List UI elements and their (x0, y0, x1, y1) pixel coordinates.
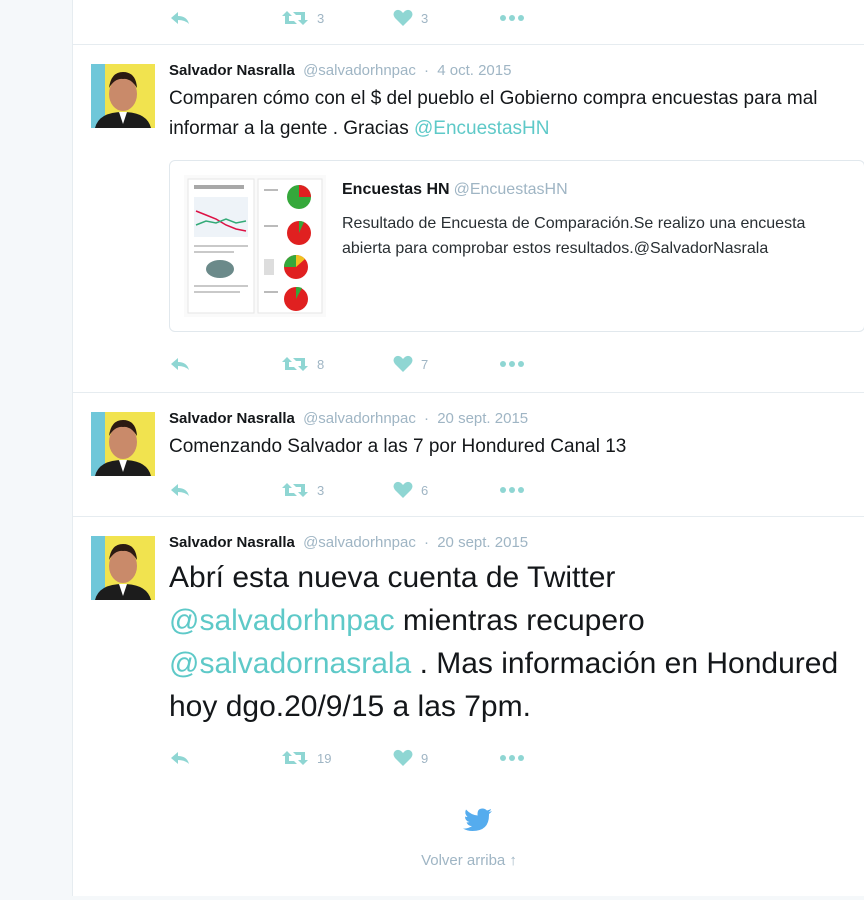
like-count: 9 (421, 750, 429, 766)
quote-text: Resultado de Encuesta de Comparación.Se realizo una encuesta abierta para comprobar estos resultados.@SalvadorNasrala (342, 215, 806, 257)
reply-icon (169, 356, 191, 372)
reply-button[interactable] (169, 8, 191, 28)
quoted-tweet[interactable] (169, 160, 864, 332)
more-icon (499, 486, 525, 494)
tweet-text-body: . Mas información en Hondured hoy dgo.20/9/15 a las 7pm. (169, 647, 839, 723)
tweet-text-body: mientras recupero (394, 604, 645, 637)
mention-link[interactable]: @salvadorhnpac (169, 604, 395, 637)
more-button[interactable] (499, 480, 525, 500)
like-button[interactable] (393, 8, 428, 28)
reply-button[interactable] (169, 748, 191, 768)
tweet-actions (169, 480, 569, 500)
tweet[interactable] (73, 392, 864, 517)
reply-button[interactable] (169, 480, 191, 500)
more-button[interactable] (499, 748, 525, 768)
heart-icon (393, 749, 413, 767)
tweet[interactable] (73, 516, 864, 789)
tweet-actions (169, 8, 569, 28)
more-button[interactable] (499, 8, 525, 28)
avatar[interactable] (91, 412, 155, 476)
separator-dot: · (424, 62, 430, 79)
more-icon (499, 14, 525, 22)
tweet-header (169, 534, 528, 551)
tweet-previous[interactable] (73, 0, 864, 45)
tweet-text (169, 556, 849, 728)
more-icon (499, 360, 525, 368)
tweet-actions (169, 354, 569, 374)
tweet-text: Comenzando Salvador a las 7 por Hondured Canal 13 (169, 436, 627, 457)
retweet-icon (281, 749, 309, 767)
mention-link[interactable]: @EncuestasHN (414, 118, 550, 139)
like-count: 6 (421, 482, 429, 498)
retweet-icon (281, 9, 309, 27)
reply-icon (169, 482, 191, 498)
retweet-button[interactable] (281, 354, 324, 374)
quote-author-handle[interactable]: @EncuestasHN (453, 181, 568, 198)
avatar[interactable] (91, 536, 155, 600)
like-count: 7 (421, 356, 429, 372)
retweet-icon (281, 481, 309, 499)
retweet-button[interactable] (281, 480, 324, 500)
mention-link[interactable]: @salvadornasrala (169, 647, 412, 680)
back-to-top-link[interactable]: Volver arriba ↑ (421, 852, 517, 869)
avatar[interactable] (91, 64, 155, 128)
tweet-header (169, 62, 511, 79)
retweet-button[interactable] (281, 8, 324, 28)
tweet-text-body: Abrí esta nueva cuenta de Twitter (169, 561, 616, 594)
retweet-count: 3 (317, 10, 325, 26)
heart-icon (393, 9, 413, 27)
tweet-date[interactable]: 4 oct. 2015 (437, 62, 512, 79)
heart-icon (393, 355, 413, 373)
timeline (72, 0, 864, 896)
author-handle[interactable]: @salvadorhnpac (303, 62, 416, 79)
tweet[interactable] (73, 44, 864, 393)
like-count: 3 (421, 10, 429, 26)
retweet-count: 19 (317, 750, 332, 766)
author-handle[interactable]: @salvadorhnpac (303, 410, 416, 427)
reply-icon (169, 10, 191, 26)
retweet-count: 8 (317, 356, 325, 372)
author-name[interactable]: Salvador Nasralla (169, 410, 295, 427)
tweet-header (169, 410, 528, 427)
like-button[interactable] (393, 748, 428, 768)
quote-author-name[interactable]: Encuestas HN (342, 181, 450, 198)
tweet-text-body: Comparen cómo con el $ del pueblo el Gobierno compra encuestas para mal informar a la gente . Gracias (169, 88, 818, 139)
separator-dot: · (424, 534, 430, 551)
quote-thumbnail (184, 175, 326, 317)
tweet-text (169, 84, 849, 144)
retweet-button[interactable] (281, 748, 331, 768)
reply-button[interactable] (169, 354, 191, 374)
timeline-footer (73, 788, 864, 896)
author-handle[interactable]: @salvadorhnpac (303, 534, 416, 551)
more-button[interactable] (499, 354, 525, 374)
retweet-count: 3 (317, 482, 325, 498)
reply-icon (169, 750, 191, 766)
separator-dot: · (424, 410, 430, 427)
quote-header (342, 181, 568, 199)
tweet-date[interactable]: 20 sept. 2015 (437, 410, 529, 427)
heart-icon (393, 481, 413, 499)
more-icon (499, 754, 525, 762)
author-name[interactable]: Salvador Nasralla (169, 62, 295, 79)
tweet-actions (169, 748, 569, 768)
like-button[interactable] (393, 480, 428, 500)
author-name[interactable]: Salvador Nasralla (169, 534, 295, 551)
like-button[interactable] (393, 354, 428, 374)
twitter-bird-icon (463, 808, 493, 839)
retweet-icon (281, 355, 309, 373)
tweet-date[interactable]: 20 sept. 2015 (437, 534, 529, 551)
